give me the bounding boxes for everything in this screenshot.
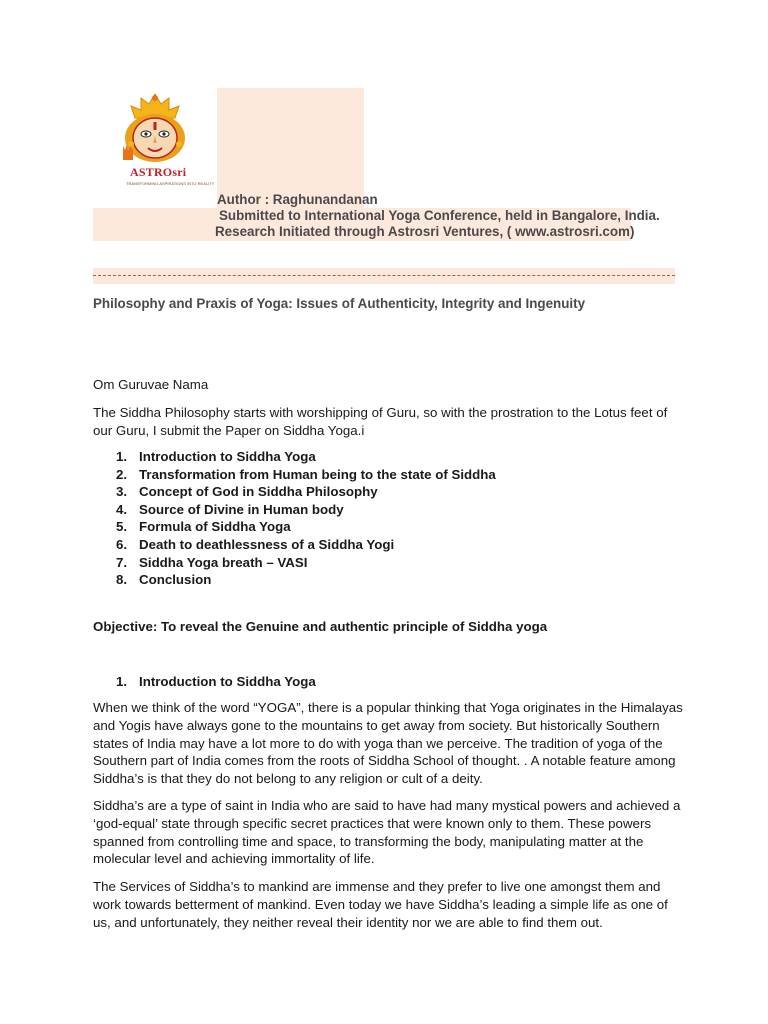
research-line: Research Initiated through Astrosri Ventures, ( www.astrosri.com) <box>215 224 635 239</box>
objective-heading: Objective: To reveal the Genuine and authentic principle of Siddha yoga <box>93 619 548 634</box>
section-1-paragraph-3: The Services of Siddha’s to mankind are immense and they prefer to live one amongst them and work towards betterment of mankind. Even today we have Siddha’s leading a simple life as one of us, and unfortunately, they neither reveal their identity nor we are able to find them out. <box>93 879 668 930</box>
paper-title: Philosophy and Praxis of Yoga: Issues of Authenticity, Integrity and Ingenuity <box>93 296 586 311</box>
astrosri-logo <box>93 88 217 196</box>
intro-paragraph: The Siddha Philosophy starts with worshipping of Guru, so with the prostration to the Lotus feet of our Guru, I submit the Paper on Siddha Yoga.i <box>93 405 668 438</box>
section-1-paragraph-1: When we think of the word “YOGA”, there is a popular thinking that Yoga originates in the Himalayas and Yogis have always gone to the mountains to get away from society. But historically Southern states of India may have a lot more to do with yoga than we perceive. The tradition of yoga of the Southern part of India comes from the roots of Siddha School of thought. . A notable feature among Siddha’s is that they do not belong to any religion or cult of a deity. <box>93 700 683 787</box>
submitted-line: Submitted to International Yoga Conference, held in Bangalore, India. <box>219 208 660 223</box>
logo-tagline: TRANSFORMING ASPIRATIONS INTO REALITY <box>126 181 215 186</box>
salutation: Om Guruvae Nama <box>93 377 209 392</box>
separator-line <box>93 268 675 284</box>
document-page: ASTROsri TRANSFORMING ASPIRATIONS INTO REALITY Author : Raghunandanan Submitted to International Yoga Conference, held in Bangalore, India. Research Initiated through Astrosri Ventures, ( www.astrosri.com) Philosophy and Praxis of Yoga: Issues of Authenticity, Integrity and Ingenuity Om Guruvae Nama The Siddha Philosophy starts with worshipping of Guru, so with the prostration to the Lotus feet of our Guru, I submit the Paper on Siddha Yoga.i 1. Introduction to Siddha Yoga 2. Transformation from Human being to the state of Siddha 3. Concept of God in Siddha Philosophy 4. Source of Divine in Human body 5. Formula of Siddha Yoga 6. Death to deathlessness of a Siddha Yogi 7. Siddha Yoga breath – VASI 8. Conclusion Objective: To reveal the Genuine and authentic principle of Siddha yoga 1. Introduction to Siddha Yoga When we think of the word “YOGA”, there is a popular thinking that Yoga originates in the Himalayas and Yogis have always gone to the mountains to get away from society. But historically Southern states of India may have a lot more to do with yoga than we perceive. The tradition of yoga of the Southern part of India comes from the roots of Siddha School of thought. . A notable feature among Siddha’s is that they do not belong to any religion or cult of a deity. Siddha’s are a type of saint in India who are said to have had many mystical powers and achieved a ‘god-equal’ state through specific secret practices that were known only to them. These powers spanned from controlling time and space, to transforming the body, manipulating matter at the molecular level and achieving immortality of life. The Services of Siddha’s to mankind are immense and they prefer to live one amongst them and work towards betterment of mankind. Even today we have Siddha’s leading a simple life as one of us, and unfortunately, they neither reveal their identity nor we are able to find them out. <box>0 0 768 1024</box>
author-line: Author : Raghunandanan <box>217 192 378 207</box>
header-highlight-box <box>217 88 364 208</box>
section-1-paragraph-2: Siddha’s are a type of saint in India who are said to have had many mystical powers and achieved a ‘god-equal’ state through specific secret practices that were known only to them. These powers spanned from controlling time and space, to transforming the body, manipulating matter at the molecular level and achieving immortality of life. <box>93 798 681 867</box>
logo-brand-text: ASTROsri <box>130 165 187 179</box>
